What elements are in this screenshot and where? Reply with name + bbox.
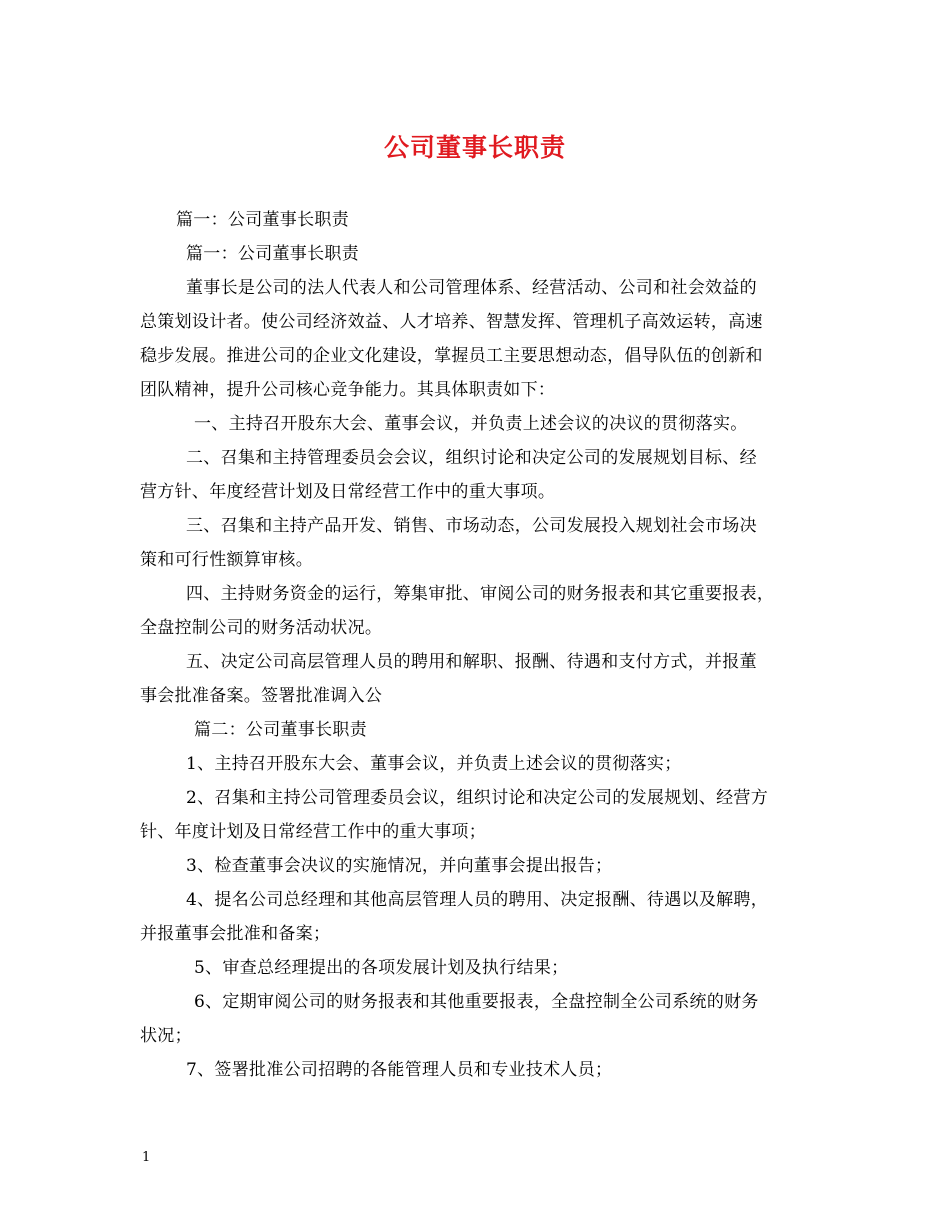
paragraph-line: 二、召集和主持管理委员会会议，组织讨论和决定公司的发展规划目标、经 xyxy=(186,448,757,468)
paragraph-line: 3、检查董事会决议的实施情况，并向董事会提出报告； xyxy=(186,856,613,876)
paragraph-line: 篇一：公司董事长职责 xyxy=(186,244,359,264)
paragraph-line: 营方针、年度经营计划及日常经营工作中的重大事项。 xyxy=(140,482,556,502)
paragraph-line: 状况； xyxy=(140,1026,192,1046)
paragraph-line: 并报董事会批准和备案； xyxy=(140,924,331,944)
paragraph-line: 策和可行性额算审核。 xyxy=(140,550,313,570)
paragraph-line: 事会批准备案。签署批准调入公 xyxy=(140,686,383,706)
paragraph-line: 全盘控制公司的财务活动状况。 xyxy=(140,618,383,638)
paragraph-line: 总策划设计者。使公司经济效益、人才培养、智慧发挥、管理机子高效运转，高速 xyxy=(140,312,763,332)
paragraph-line: 2、召集和主持公司管理委员会议，组织讨论和决定公司的发展规划、经营方 xyxy=(186,788,769,808)
paragraph-line: 5、审查总经理提出的各项发展计划及执行结果； xyxy=(194,958,569,978)
paragraph-line: 1、主持召开股东大会、董事会议，并负责上述会议的贯彻落实； xyxy=(186,754,682,774)
paragraph-line: 一、主持召开股东大会、董事会议，并负责上述会议的决议的贯彻落实。 xyxy=(194,414,748,434)
paragraph-line: 五、决定公司高层管理人员的聘用和解职、报酬、待遇和支付方式，并报董 xyxy=(186,652,757,672)
paragraph-line: 董事长是公司的法人代表人和公司管理体系、经营活动、公司和社会效益的 xyxy=(186,278,757,298)
paragraph-line: 针、年度计划及日常经营工作中的重大事项； xyxy=(140,822,486,842)
paragraph-line: 四、主持财务资金的运行，筹集审批、审阅公司的财务报表和其它重要报表， xyxy=(186,584,775,604)
section-heading: 篇二：公司董事长职责 xyxy=(194,720,367,740)
paragraph-line: 篇一：公司董事长职责 xyxy=(176,210,349,230)
paragraph-line: 6、定期审阅公司的财务报表和其他重要报表，全盘控制全公司系统的财务 xyxy=(194,992,759,1012)
document-title: 公司董事长职责 xyxy=(383,133,566,162)
paragraph-line: 稳步发展。推进公司的企业文化建设，掌握员工主要思想动态，倡导队伍的创新和 xyxy=(140,346,763,366)
paragraph-line: 4、提名公司总经理和其他高层管理人员的聘用、决定报酬、待遇以及解聘， xyxy=(186,890,769,910)
paragraph-line: 7、签署批准公司招聘的各能管理人员和专业技术人员； xyxy=(186,1060,613,1080)
page-number: 1 xyxy=(142,1150,151,1165)
paragraph-line: 团队精神，提升公司核心竞争能力。其具体职责如下： xyxy=(140,380,556,400)
paragraph-line: 三、召集和主持产品开发、销售、市场动态，公司发展投入规划社会市场决 xyxy=(186,516,757,536)
